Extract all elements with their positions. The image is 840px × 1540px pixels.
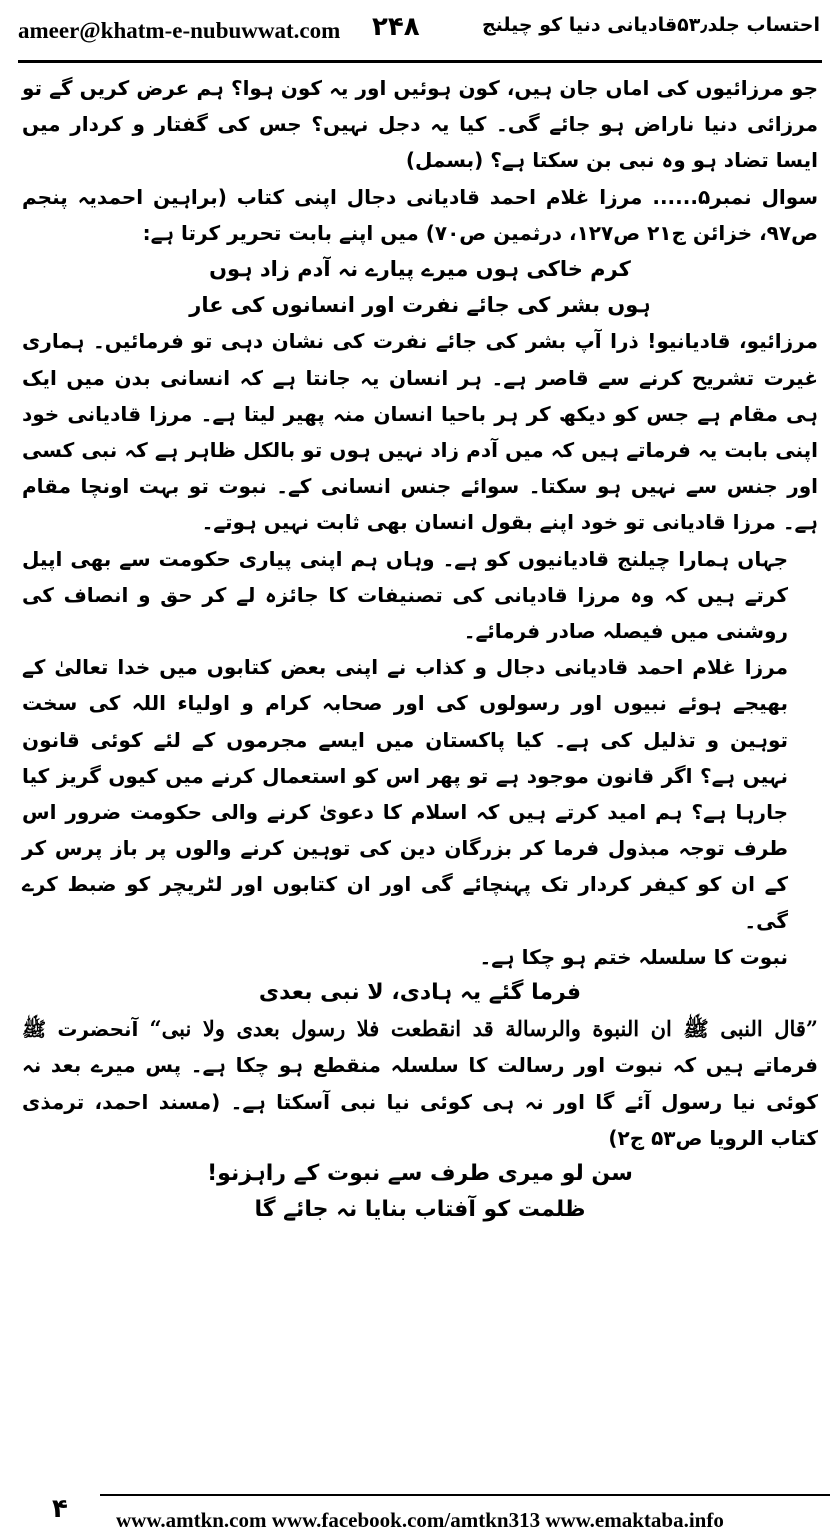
verse-line-1: سن لو میری طرف سے نبوت کے راہزنو! xyxy=(207,1161,633,1187)
footer-links: www.amtkn.com www.facebook.com/amtkn313 www.emaktaba.info xyxy=(116,1508,724,1532)
hadith-paragraph xyxy=(22,1011,818,1156)
hadith-urdu: آنحضرت ﷺ فرماتے ہیں کہ نبوت اور رسالت کا سلسلہ منقطع ہو چکا ہے۔ پس میرے بعد نہ کوئی نیا رسول آئے گا اور نہ ہی کوئی نیا نبی آسکتا ہے۔ (مسند احمد، ترمذی کتاب الرویا ص۵۳ ج۲) xyxy=(22,1017,818,1150)
paragraph-4: جہاں ہمارا چیلنج قادیانیوں کو ہے۔ وہاں ہم اپنی پیاری حکومت سے بھی اپیل کرتے ہیں کہ وہ مرزا قادیانی کی تصنیفات کا جائزہ لے کر حق و انصاف کی روشنی میں فیصلہ صادر فرمائے۔ xyxy=(22,546,788,644)
paragraph-5: مرزا غلام احمد قادیانی دجال و کذاب نے اپنی بعض کتابوں میں خدا تعالیٰ کے بھیجے ہوئے نبیوں اور رسولوں کی اور صحابہ کرام و اولیاء اللہ کی سخت توہین و تذلیل کی ہے۔ کیا پاکستان میں ایسے مجرموں کے لئے کوئی قانون نہیں ہے؟ اگر قانون موجود ہے تو پھر اس کو استعمال کرنے میں کیوں گریز کیا جارہا ہے؟ ہم امید کرتے ہیں کہ اسلام کا دعویٰ کرنے والی حکومت ضرور اس طرف توجہ مبذول فرما کر بزرگان دین کی توہین کرنے والوں پر باز پرس کر کے ان کو کیفر کردار تک پہنچائے گی اور ان کتابوں اور لٹریچر کو ضبط کرے گی۔ xyxy=(22,655,788,933)
hadith-arabic: ”قال النبی ﷺ ان النبوة والرسالة قد انقطعت فلا رسول بعدی ولا نبی“ xyxy=(149,1016,818,1042)
header-email: ameer@khatm-e-nubuwwat.com xyxy=(18,18,341,43)
couplet-line-2: ہوں بشر کی جائے نفرت اور انسانوں کی عار xyxy=(189,293,651,318)
header-rule xyxy=(18,60,822,63)
paragraph-1: جو مرزائیوں کی اماں جان ہیں، کون ہوئیں اور یہ کون ہوا؟ ہم عرض کریں گے تو مرزائی دنیا ناراض ہو جائے گی۔ کیا یہ دجل نہیں؟ جس کی گفتار و کردار میں ایسا تضاد ہو وہ نبی بن سکتا ہے؟ (بسمل) xyxy=(22,76,818,173)
page-footer xyxy=(0,1488,840,1540)
paragraph-6: نبوت کا سلسلہ ختم ہو چکا ہے۔ xyxy=(479,944,788,969)
verse-line-0: فرما گئے یہ ہادی، لا نبی بعدی xyxy=(258,980,582,1006)
header-page-number: ۲۴۸ xyxy=(372,12,420,42)
page-body xyxy=(22,70,818,1229)
footer-rule-top xyxy=(100,1494,830,1496)
page-header xyxy=(0,0,840,62)
verse-line-2: ظلمت کو آفتاب بنایا نہ جائے گا xyxy=(254,1197,586,1223)
header-title: احتساب جلد۵۳٫قادیانی دنیا کو چیلنج xyxy=(481,14,820,36)
paragraph-3: مرزائیو، قادیانیو! ذرا آپ بشر کی جائے نفرت کی نشان دہی تو فرمائیں۔ ہماری غیرت تشریح کرنے سے قاصر ہے۔ ہر انسان یہ جانتا ہے کہ انسانی بدن میں ایک ہی مقام ہے جس کو دیکھ کر ہر باحیا انسان منہ پھیر لیتا ہے۔ مرزا قادیانی خود اپنی بابت یہ فرماتے ہیں کہ میں آدم زاد نہیں ہوں تو بالکل ظاہر ہے کہ نبی کسی اور جنس سے نہیں ہو سکتا۔ سوائے جنس انسانی کے۔ نبوت تو بہت اونچا مقام ہے۔ مرزا قادیانی تو خود اپنے بقول انسان بھی ثابت نہیں ہوتے۔ xyxy=(22,329,818,535)
couplet-line-1: کرم خاکی ہوں میرے پیارے نہ آدم زاد ہوں xyxy=(209,257,631,282)
question-5-paragraph: سوال نمبر۵...... مرزا غلام احمد قادیانی دجال اپنی کتاب (براہین احمدیہ پنجم ص۹۷، خزائن ج۲۱ ص۱۲۷، درثمین ص۷۰) میں اپنے بابت تحریر کرتا ہے: xyxy=(22,184,818,245)
footer-page-marker: ۴ xyxy=(52,1494,68,1524)
